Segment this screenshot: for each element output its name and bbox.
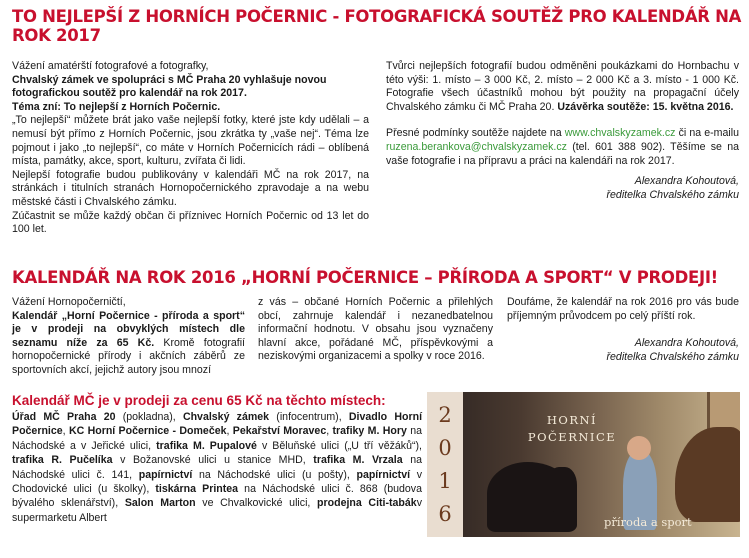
place-name: trafika M. Pupalové [156,439,257,452]
calendar-intro-bold: Kalendář „Horní Počernice - příroda a sport“ je v prodeji na obvyklých místech dle seznamu níže za 65 Kč. [12,309,245,349]
web-link[interactable]: www.chvalskyzamek.cz [564,127,676,140]
year-digit: 0 [438,435,452,460]
article2-column-1 [12,296,245,378]
place-name: tiskárna Printea [155,483,239,496]
place-detail: ve Chvalkovické ulici, [195,497,318,510]
cover-caption: příroda a sport [604,515,692,529]
place-name: prodejna Citi-tabák [317,497,417,510]
prizes-paragraph [386,60,739,114]
year-digit: 2 [438,402,452,427]
place-detail: v Běluňské ulici („U tří věžáků“), [256,439,422,452]
cover-title-line1: HORNÍ [546,413,598,427]
place-detail: v Chodovické ulici (u školky), [12,468,422,496]
email-link[interactable]: ruzena.berankova@chvalskyzamek.cz [386,140,567,153]
place-detail: , [62,425,69,438]
cover-title-line2: POČERNICE [527,430,617,444]
place-detail: (pokladna), [115,411,183,423]
deadline: Uzávěrka soutěže: 15. května 2016. [557,100,734,113]
calendar-intro [12,310,245,378]
signature-role: ředitelka Chvalského zámku [606,188,739,201]
signature-role-2: ředitelka Chvalského zámku [606,350,739,363]
article2-column-2: z vás – občané Horních Počernic a přilehlých obcí, zahrnuje kalendář i nezanedbatelnou informační hodnotu. V obsahu jsou vyznačeny hlavní akce, pořádané MČ, příspěvkovými a neziskovými organizacemi a spolky v roce 2016. [258,296,493,363]
place-detail: na Náchodské ulici (u pošty), [192,468,357,481]
place-name: Divadlo Horní Počernice [12,411,423,438]
year-digit: 1 [438,469,452,494]
contact-post: (tel. 601 388 902). Těšíme se na vaše fotografie i na přípravu a práci na kalendáři na rok 2017. [386,140,739,167]
signature-name-2: Alexandra Kohoutová, [634,337,739,350]
calendar-intro-rest: Kromě fotografií hornopočernické přírody i akčních záběrů ze sportovních akcí, jejichž autory jsou mnozí [12,336,245,376]
place-detail: na Náchodské ulici č. 868 (budova bývalého sklenářství), [12,483,422,510]
brown-horse-shape [675,427,740,522]
signature-name: Alexandra Kohoutová, [634,175,739,188]
eligibility: Zúčastnit se může každý občan či příznivec Horních Počernic od 13 let do 100 let. [12,209,369,236]
cover-title [522,412,622,446]
article2-headline: KALENDÁŘ NA ROK 2016 „HORNÍ POČERNICE – PŘÍRODA A SPORT“ V PRODEJI! [12,268,718,287]
theme-description: „To nejlepší“ můžete brát jako vaše nejlepší fotky, které jste kdy udělali – a nemusí být přímo z Horních Počernic, jsou zkrátka ty „vaše nej“. Téma lze pojmout i jako „to nejlepší“, co máte v Horních Počernicích rádi – oblíbená místa, památky, akce, sport, kulturu, zvířata či lidi. [12,114,369,168]
place-detail: v supermarketu Albert [12,497,422,524]
article1-column-right [386,60,739,202]
contact-mid: či na e-mailu [678,127,739,140]
greeting-2: Vážení Hornopočerničtí, [12,296,126,308]
article1-headline: TO NEJLEPŠÍ Z HORNÍCH POČERNIC - FOTOGRAFICKÁ SOUTĚŽ PRO KALENDÁŘ NA ROK 2017 [12,7,742,45]
contact-paragraph [386,127,739,168]
place-detail: na Náchodské ulici č. 141, [12,454,422,481]
calendar-cover-image [427,392,740,537]
place-name: trafiky M. Hory [332,425,407,438]
place-detail: v Božanovské ulici u stanice MHD, [112,454,314,467]
sales-places-list [12,410,422,525]
announcement: Chvalský zámek ve spolupráci s MČ Praha 20 vyhlašuje novou fotografickou soutěž pro kalendář na rok 2017. [12,73,327,100]
sales-places-title: Kalendář MČ je v prodeji za cenu 65 Kč na těchto místech: [12,393,386,408]
place-detail: , [226,425,233,438]
place-name: Salon Marton [124,497,196,510]
place-detail: na Náchodské a v Jeřické ulici, [12,425,422,452]
place-name: Úřad MČ Praha 20 [12,411,116,423]
place-name: Chvalský zámek [182,411,270,423]
article2-column-3 [507,296,739,364]
place-name: KC Horní Počernice - Domeček [68,425,227,438]
year-digit: 6 [438,502,452,527]
place-name: Pekařství Moravec [232,425,327,438]
contact-pre: Přesné podmínky soutěže najdete na [386,127,562,140]
girl-head-shape [627,436,651,460]
cover-year [427,392,463,537]
greeting: Vážení amatérští fotografové a fotografky, [12,60,209,72]
place-name: papírnictví [356,468,411,481]
place-name: trafika M. Vrzala [313,454,403,467]
place-name: trafika R. Pučelíka [12,454,113,467]
theme: Téma zní: To nejlepší z Horních Počernic. [12,100,221,113]
publication-info: Nejlepší fotografie budou publikovány v kalendáři MČ na rok 2017, na stránkách i titulních stranách Hornopočernického zpravodaje a na webu městské části i Chvalského zámku. [12,168,369,208]
place-name: papírnictví [138,468,193,481]
closing-text: Doufáme, že kalendář na rok 2016 pro vás bude příjemným průvodcem po celý příští rok. [507,296,739,322]
black-horse-head-shape [547,467,577,512]
article1-column-left [12,60,369,237]
place-detail: (infocentrum), [269,411,349,423]
place-detail: , [326,425,333,438]
prizes-text: Tvůrci nejlepších fotografií budou odměněni poukázkami do Hornbachu v této výši: 1. místo – 3 000 Kč, 2. místo – 2 000 Kč a 3. místo - 1 000 Kč. Fotografie všech účastníků mohou být použity na propagační účely Chvalského zámku či MČ Praha 20. [386,60,739,113]
